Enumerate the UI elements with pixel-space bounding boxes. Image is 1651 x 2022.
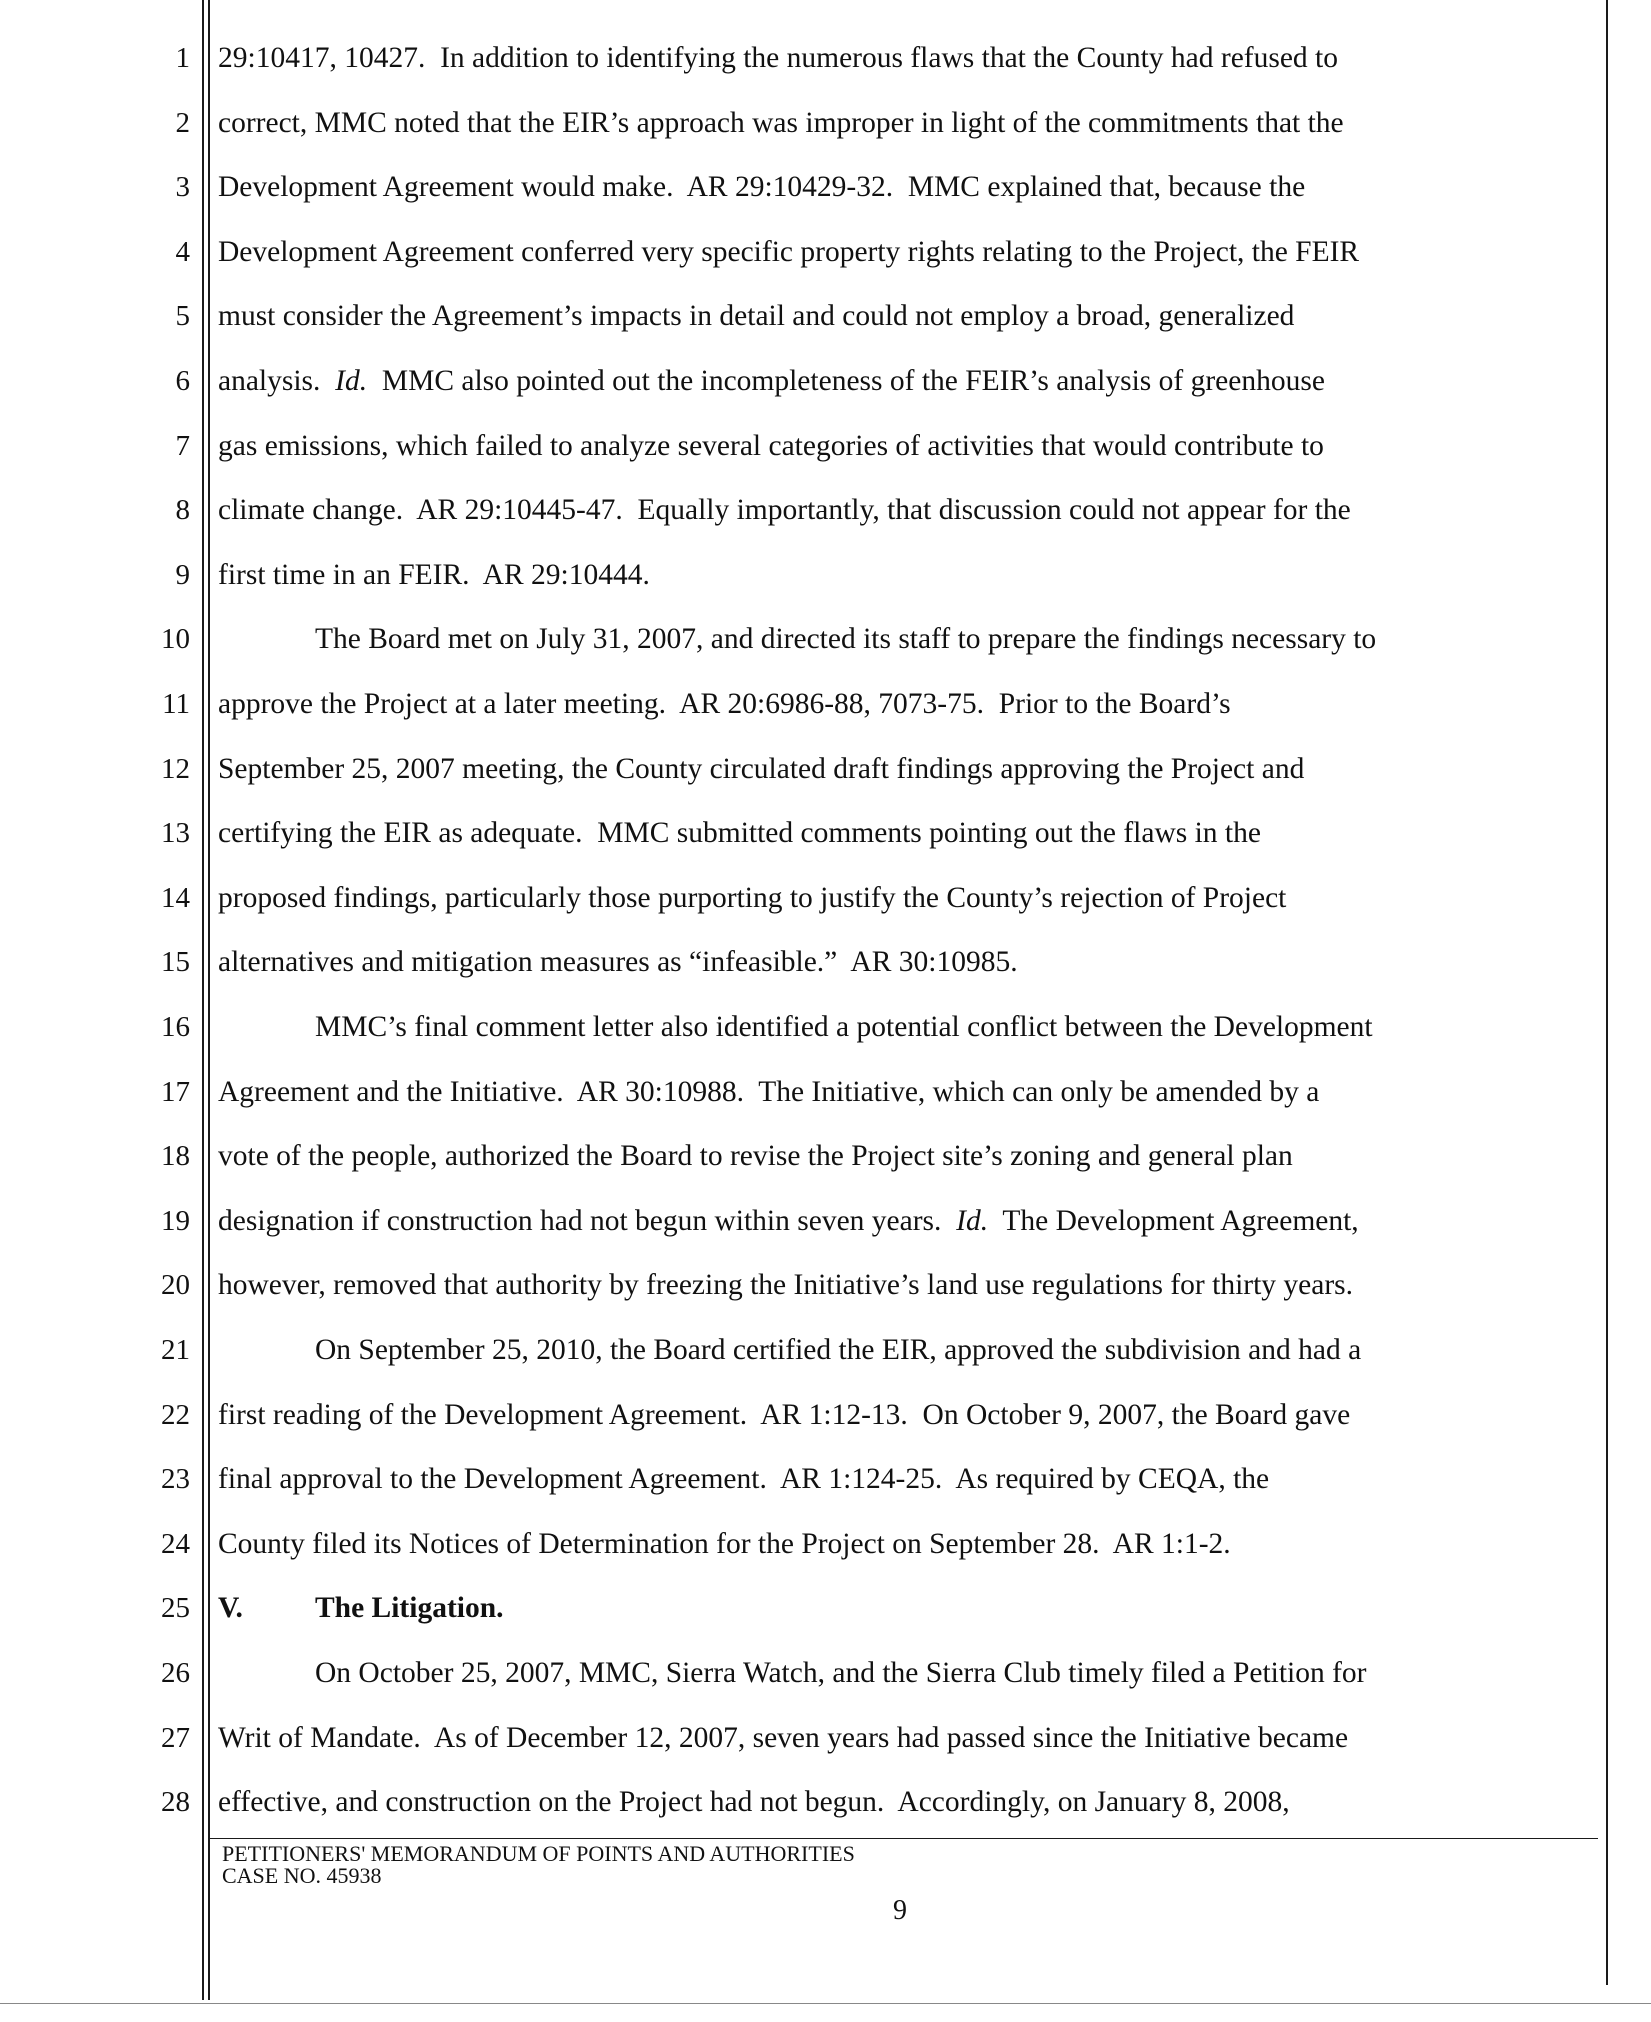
line-number: 17 — [161, 1076, 190, 1108]
line-number: 10 — [161, 623, 190, 655]
body-text-line: approve the Project at a later meeting. AR 20:6986-88, 7073-75. Prior to the Board’s — [218, 688, 1231, 720]
line-number: 27 — [161, 1722, 190, 1754]
body-text-segment: designation if construction had not begun within seven years. — [218, 1205, 957, 1237]
body-text-line: Agreement and the Initiative. AR 30:10988. The Initiative, which can only be amended by a — [218, 1076, 1320, 1108]
body-text-line: must consider the Agreement’s impacts in detail and could not employ a broad, generalized — [218, 300, 1295, 332]
line-number: 18 — [161, 1140, 190, 1172]
line-number: 23 — [161, 1463, 190, 1495]
footer-document-title: PETITIONERS' MEMORANDUM OF POINTS AND AUTHORITIES — [222, 1841, 855, 1866]
line-number: 6 — [175, 365, 190, 397]
body-text-line: first time in an FEIR. AR 29:10444. — [218, 559, 650, 591]
left-margin-rule-inner — [208, 0, 210, 2000]
body-text-line: Development Agreement would make. AR 29:10429-32. MMC explained that, because the — [218, 171, 1306, 203]
body-text-line: certifying the EIR as adequate. MMC submitted comments pointing out the flaws in the — [218, 817, 1261, 849]
line-number: 15 — [161, 946, 190, 978]
body-text-line: alternatives and mitigation measures as “infeasible.” AR 30:10985. — [218, 946, 1018, 978]
line-number: 1 — [175, 42, 190, 74]
body-text-line: Writ of Mandate. As of December 12, 2007, seven years had passed since the Initiative became — [218, 1722, 1349, 1754]
body-text-line: climate change. AR 29:10445-47. Equally importantly, that discussion could not appear for the — [218, 494, 1351, 526]
footer-case-number: CASE NO. 45938 — [222, 1863, 382, 1888]
body-text-line: On September 25, 2010, the Board certified the EIR, approved the subdivision and had a — [315, 1334, 1362, 1366]
citation-id: Id. — [956, 1205, 989, 1237]
line-number: 16 — [161, 1011, 190, 1043]
line-number: 12 — [161, 753, 190, 785]
line-number: 7 — [175, 430, 190, 462]
line-number: 14 — [161, 882, 190, 914]
body-text-line — [218, 1203, 1578, 1239]
body-text-segment: analysis. — [218, 365, 336, 397]
line-number: 8 — [175, 494, 190, 526]
body-text-line: effective, and construction on the Project had not begun. Accordingly, on January 8, 2008, — [218, 1786, 1290, 1818]
body-text-line: vote of the people, authorized the Board to revise the Project site’s zoning and general plan — [218, 1140, 1293, 1172]
line-number: 28 — [161, 1786, 190, 1818]
line-number: 13 — [161, 817, 190, 849]
body-text-segment: MMC also pointed out the incompleteness of the FEIR’s analysis of greenhouse — [367, 365, 1325, 397]
body-text-line: MMC’s final comment letter also identified a potential conflict between the Development — [315, 1011, 1373, 1043]
page-number: 9 — [893, 1895, 907, 1926]
body-text-line: final approval to the Development Agreement. AR 1:124-25. As required by CEQA, the — [218, 1463, 1270, 1495]
line-number: 9 — [175, 559, 190, 591]
line-number: 26 — [161, 1657, 190, 1689]
line-number: 11 — [162, 688, 190, 720]
body-text-line: The Board met on July 31, 2007, and directed its staff to prepare the findings necessary to — [315, 623, 1377, 655]
left-margin-rule-outer — [202, 0, 204, 2000]
citation-id: Id. — [335, 365, 368, 397]
body-text-line: gas emissions, which failed to analyze several categories of activities that would contribute to — [218, 430, 1324, 462]
body-text-line: however, removed that authority by freezing the Initiative’s land use regulations for thirty years. — [218, 1269, 1354, 1301]
section-heading — [218, 1590, 1578, 1626]
line-number: 20 — [161, 1269, 190, 1301]
body-text-line: 29:10417, 10427. In addition to identifying the numerous flaws that the County had refused to — [218, 42, 1339, 74]
body-text-line: proposed findings, particularly those purporting to justify the County’s rejection of Project — [218, 882, 1287, 914]
section-heading-number: V. — [218, 1592, 243, 1624]
line-number: 4 — [175, 236, 190, 268]
body-text-line — [218, 363, 1578, 399]
line-number: 5 — [175, 300, 190, 332]
page-bottom-edge — [0, 2003, 1651, 2004]
body-text-line: correct, MMC noted that the EIR’s approach was improper in light of the commitments that the — [218, 107, 1344, 139]
line-number: 3 — [175, 171, 190, 203]
line-number: 19 — [161, 1205, 190, 1237]
footer-rule — [210, 1838, 1598, 1839]
body-text-line: September 25, 2007 meeting, the County circulated draft findings approving the Project and — [218, 753, 1305, 785]
line-number: 21 — [161, 1334, 190, 1366]
body-text-line: County filed its Notices of Determination for the Project on September 28. AR 1:1-2. — [218, 1528, 1231, 1560]
line-number: 2 — [175, 107, 190, 139]
line-number: 24 — [161, 1528, 190, 1560]
line-number: 22 — [161, 1399, 190, 1431]
body-text-line: first reading of the Development Agreement. AR 1:12-13. On October 9, 2007, the Board gave — [218, 1399, 1351, 1431]
body-text-line: Development Agreement conferred very specific property rights relating to the Project, the FEIR — [218, 236, 1360, 268]
section-heading-title: The Litigation. — [315, 1592, 504, 1624]
body-text-segment: The Development Agreement, — [988, 1205, 1359, 1237]
body-text-line: On October 25, 2007, MMC, Sierra Watch, and the Sierra Club timely filed a Petition for — [315, 1657, 1367, 1689]
line-number: 25 — [161, 1592, 190, 1624]
